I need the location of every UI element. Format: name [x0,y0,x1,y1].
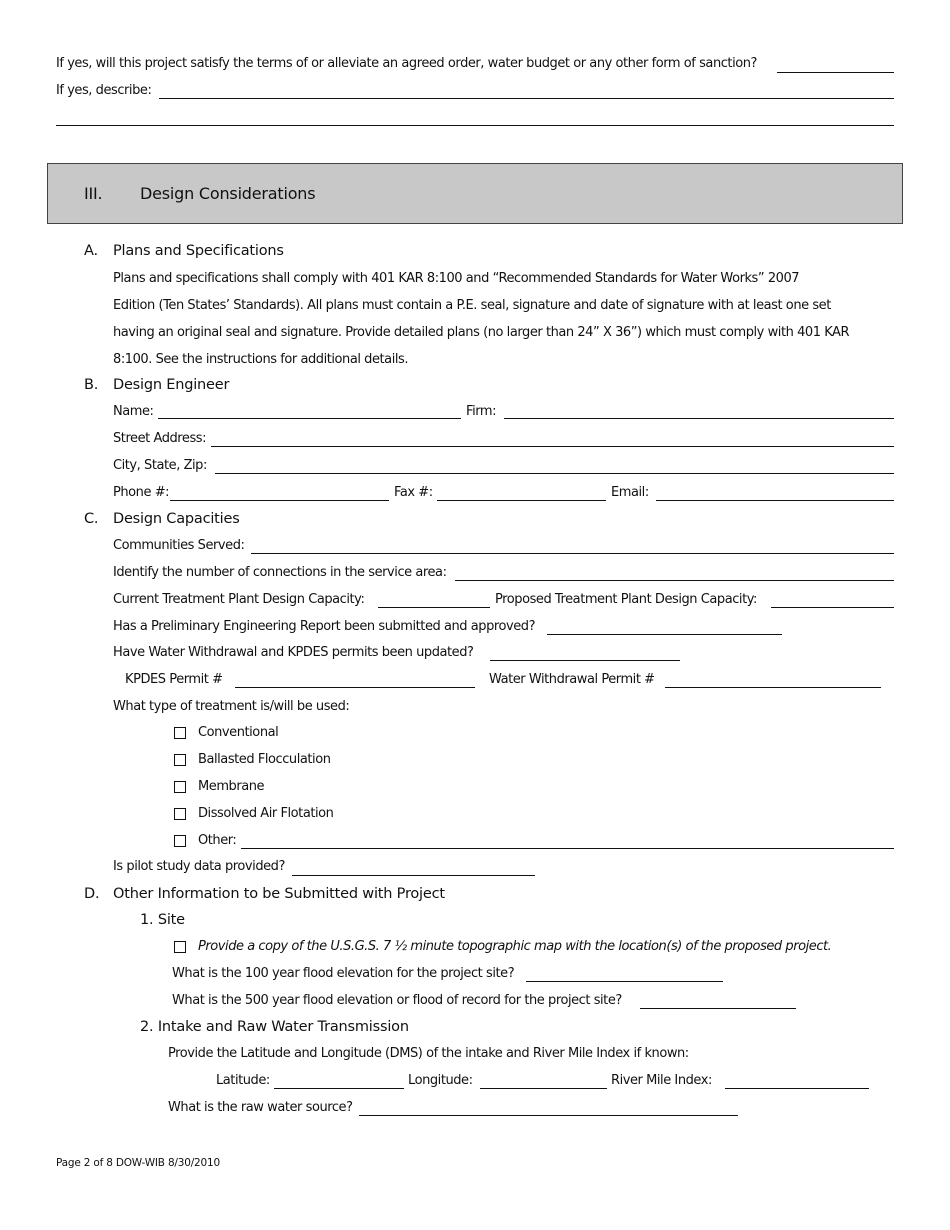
flood-500-field[interactable] [640,1008,796,1009]
street-address-field[interactable] [211,446,894,447]
describe-label: If yes, describe: [56,83,152,98]
dissolved-air-flotation-label: Dissolved Air Flotation [198,806,334,821]
section-title: Design Considerations [140,184,316,203]
street-address-label: Street Address: [113,431,207,446]
phone-label: Phone #: [113,485,170,500]
plans-specs-paragraph [113,265,903,373]
latitude-field[interactable] [274,1088,404,1089]
other-treatment-field[interactable] [241,848,894,849]
longitude-field[interactable] [480,1088,607,1089]
fax-label: Fax #: [394,485,433,500]
flood-100-label: What is the 100 year flood elevation for the project site? [172,966,515,981]
item-b-letter: B. [84,377,99,393]
conventional-checkbox[interactable] [174,727,186,739]
city-state-zip-field[interactable] [215,473,894,474]
engineer-name-label: Name: [113,404,154,419]
usgs-map-label: Provide a copy of the U.S.G.S. 7 ½ minute topographic map with the location(s) of the proposed project. [198,939,832,954]
current-capacity-label: Current Treatment Plant Design Capacity: [113,592,365,607]
treatment-type-label: What type of treatment is/will be used: [113,699,350,714]
permits-updated-field[interactable] [490,660,680,661]
plans-specs-line: having an original seal and signature. Provide detailed plans (no larger than 24” X 36”) which must comply with 401 KAR [113,325,850,340]
latlong-question-label: Provide the Latitude and Longitude (DMS) of the intake and River Mile Index if known: [168,1046,689,1061]
plans-specs-line: 8:100. See the instructions for additional details. [113,352,409,367]
sanction-question-label: If yes, will this project satisfy the terms of or alleviate an agreed order, water budget or any other form of sanction? [56,56,757,71]
site-heading: 1. Site [140,912,185,928]
design-capacities-heading: Design Capacities [113,511,240,527]
water-withdrawal-permit-field[interactable] [665,687,881,688]
kpdes-permit-field[interactable] [235,687,475,688]
other-treatment-checkbox[interactable] [174,835,186,847]
river-mile-index-label: River Mile Index: [611,1073,712,1088]
current-capacity-field[interactable] [378,607,490,608]
email-field[interactable] [656,500,894,501]
page-footer: Page 2 of 8 DOW-WIB 8/30/2010 [56,1157,220,1169]
longitude-label: Longitude: [408,1073,473,1088]
proposed-capacity-field[interactable] [771,607,894,608]
ballasted-flocculation-checkbox[interactable] [174,754,186,766]
ballasted-flocculation-label: Ballasted Flocculation [198,752,331,767]
membrane-checkbox[interactable] [174,781,186,793]
pilot-study-field[interactable] [292,875,535,876]
communities-served-field[interactable] [251,553,894,554]
water-withdrawal-permit-label: Water Withdrawal Permit # [489,672,655,687]
engineer-name-field[interactable] [158,418,461,419]
section-numeral: III. [84,184,103,203]
email-label: Email: [611,485,649,500]
dissolved-air-flotation-checkbox[interactable] [174,808,186,820]
describe-field-line-2[interactable] [56,125,894,126]
flood-100-field[interactable] [526,981,723,982]
other-treatment-label: Other: [198,833,237,848]
pilot-study-label: Is pilot study data provided? [113,859,285,874]
per-question-label: Has a Preliminary Engineering Report been submitted and approved? [113,619,536,634]
plans-specs-line: Plans and specifications shall comply with 401 KAR 8:100 and “Recommended Standards for Water Works” 2007 [113,271,800,286]
flood-500-label: What is the 500 year flood elevation or flood of record for the project site? [172,993,622,1008]
other-info-heading: Other Information to be Submitted with Project [113,886,445,902]
item-d-letter: D. [84,886,100,902]
fax-field[interactable] [437,500,606,501]
conventional-label: Conventional [198,725,279,740]
river-mile-index-field[interactable] [725,1088,869,1089]
sanction-answer-field[interactable] [777,72,894,73]
connections-field[interactable] [455,580,894,581]
firm-label: Firm: [466,404,497,419]
membrane-label: Membrane [198,779,265,794]
plans-specs-heading: Plans and Specifications [113,243,284,259]
raw-water-source-field[interactable] [359,1115,738,1116]
describe-field[interactable] [159,98,894,99]
communities-served-label: Communities Served: [113,538,245,553]
permits-updated-label: Have Water Withdrawal and KPDES permits been updated? [113,645,474,660]
kpdes-permit-label: KPDES Permit # [125,672,223,687]
item-a-letter: A. [84,243,98,259]
phone-field[interactable] [170,500,389,501]
design-engineer-heading: Design Engineer [113,377,230,393]
connections-label: Identify the number of connections in the service area: [113,565,447,580]
proposed-capacity-label: Proposed Treatment Plant Design Capacity: [495,592,757,607]
city-state-zip-label: City, State, Zip: [113,458,207,473]
intake-heading: 2. Intake and Raw Water Transmission [140,1019,409,1035]
raw-water-source-label: What is the raw water source? [168,1100,353,1115]
per-answer-field[interactable] [547,634,782,635]
item-c-letter: C. [84,511,99,527]
latitude-label: Latitude: [216,1073,270,1088]
plans-specs-line: Edition (Ten States’ Standards). All plans must contain a P.E. seal, signature and date of signature with at least one set [113,298,831,313]
firm-field[interactable] [504,418,894,419]
usgs-map-checkbox[interactable] [174,941,186,953]
